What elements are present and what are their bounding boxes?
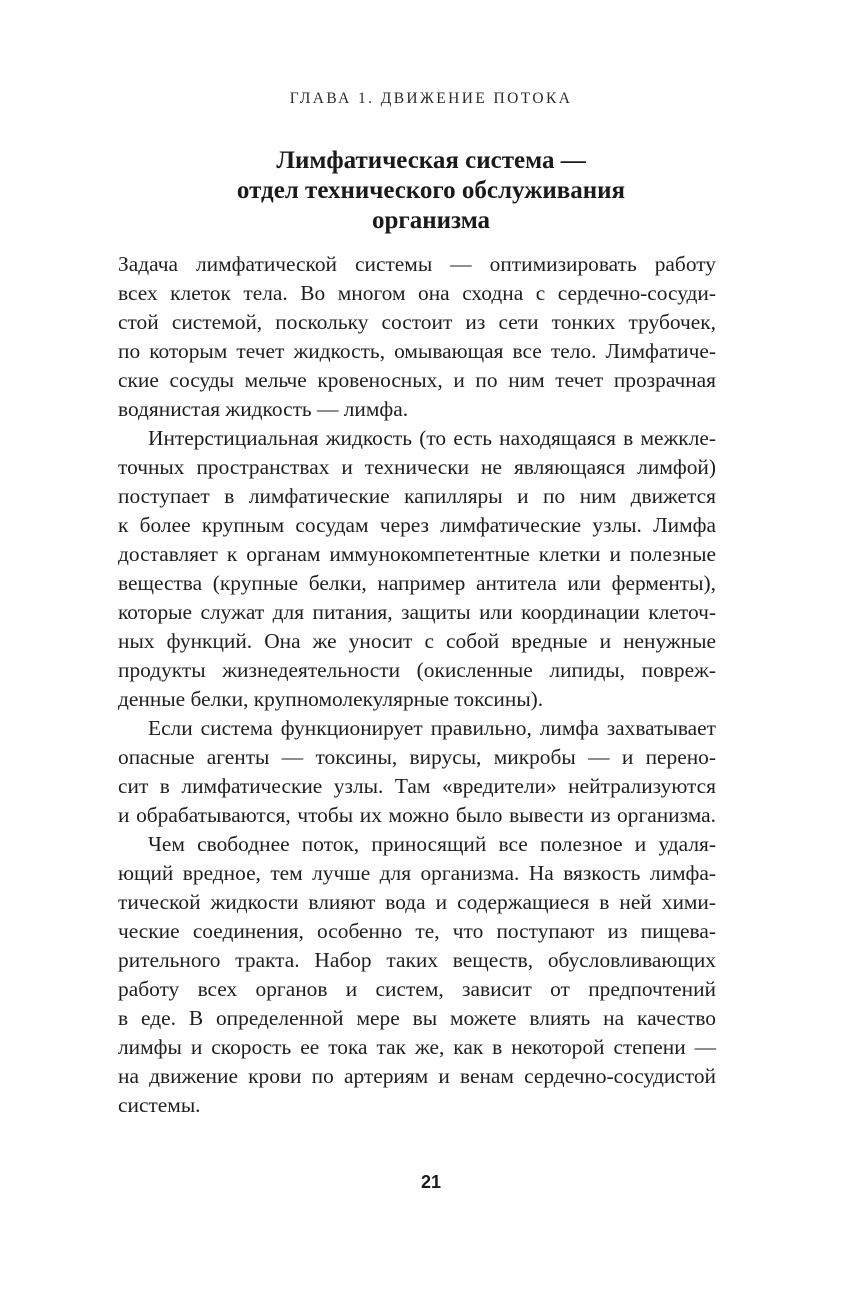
text-line: к более крупным сосудам через лимфатические узлы. Лимфа xyxy=(118,513,716,537)
paragraph xyxy=(118,714,716,830)
page-number: 21 xyxy=(420,1172,442,1192)
section-title-line: организма xyxy=(371,207,491,234)
running-head: ГЛАВА 1. ДВИЖЕНИЕ ПОТОКА xyxy=(289,90,573,107)
text-line: работу всех органов и систем, зависит от предпочтений xyxy=(118,977,716,1001)
text-line: всех клеток тела. Во многом она сходна с сердечно-сосуди- xyxy=(118,281,716,305)
text-line: ных функций. Она же уносит с собой вредные и ненужные xyxy=(118,629,716,653)
text-line: Задача лимфатической системы — оптимизировать работу xyxy=(118,252,716,276)
text-line: лимфы и скорость ее тока так же, как в некоторой степени — xyxy=(118,1035,716,1059)
text-line: точных пространствах и технически не являющаяся лимфой) xyxy=(118,455,716,479)
text-line: на движение крови по артериям и венам сердечно-сосудистой xyxy=(118,1064,716,1088)
paragraph xyxy=(118,830,716,1120)
text-line: опасные агенты — токсины, вирусы, микробы — и перено- xyxy=(118,745,716,769)
text-line: Интерстициальная жидкость (то есть находящаяся в межкле- xyxy=(148,426,716,450)
text-line: водянистая жидкость — лимфа. xyxy=(118,397,409,421)
text-line: денные белки, крупномолекулярные токсины). xyxy=(118,687,544,711)
text-line: и обрабатываются, чтобы их можно было вывести из организма. xyxy=(118,803,716,827)
text-line: стой системой, поскольку состоит из сети тонких трубочек, xyxy=(118,310,716,334)
text-line: Чем свободнее поток, приносящий все полезное и удаля- xyxy=(148,832,716,856)
text-line: вещества (крупные белки, например антитела или ферменты), xyxy=(118,571,716,595)
section-title-line: отдел технического обслуживания xyxy=(236,177,626,204)
text-line: в еде. В определенной мере вы можете влиять на качество xyxy=(118,1006,716,1030)
text-line: тической жидкости влияют вода и содержащиеся в ней хими- xyxy=(118,890,716,914)
text-line: рительного тракта. Набор таких веществ, обусловливающих xyxy=(118,948,716,972)
text-line: сит в лимфатические узлы. Там «вредители» нейтрализуются xyxy=(118,774,716,798)
section-title xyxy=(0,146,862,236)
paragraph xyxy=(118,250,716,424)
text-line: которые служат для питания, защиты или координации клеточ- xyxy=(118,600,716,624)
text-line: ющий вредное, тем лучше для организма. На вязкость лимфа- xyxy=(118,861,716,885)
text-line: по которым течет жидкость, омывающая все тело. Лимфатиче- xyxy=(118,339,716,363)
text-line: ческие соединения, особенно те, что поступают из пищева- xyxy=(118,919,716,943)
body-text xyxy=(118,250,716,1120)
text-line: продукты жизнедеятельности (окисленные липиды, повреж- xyxy=(118,658,716,682)
text-line: доставляет к органам иммунокомпетентные клетки и полезные xyxy=(118,542,716,566)
text-line: поступает в лимфатические капилляры и по ним движется xyxy=(118,484,716,508)
section-title-line: Лимфатическая система — xyxy=(276,147,586,174)
text-line: ские сосуды мельче кровеносных, и по ним течет прозрачная xyxy=(118,368,716,392)
text-line: Если система функционирует правильно, лимфа захватывает xyxy=(148,716,716,740)
text-line: системы. xyxy=(118,1093,201,1117)
paragraph xyxy=(118,424,716,714)
